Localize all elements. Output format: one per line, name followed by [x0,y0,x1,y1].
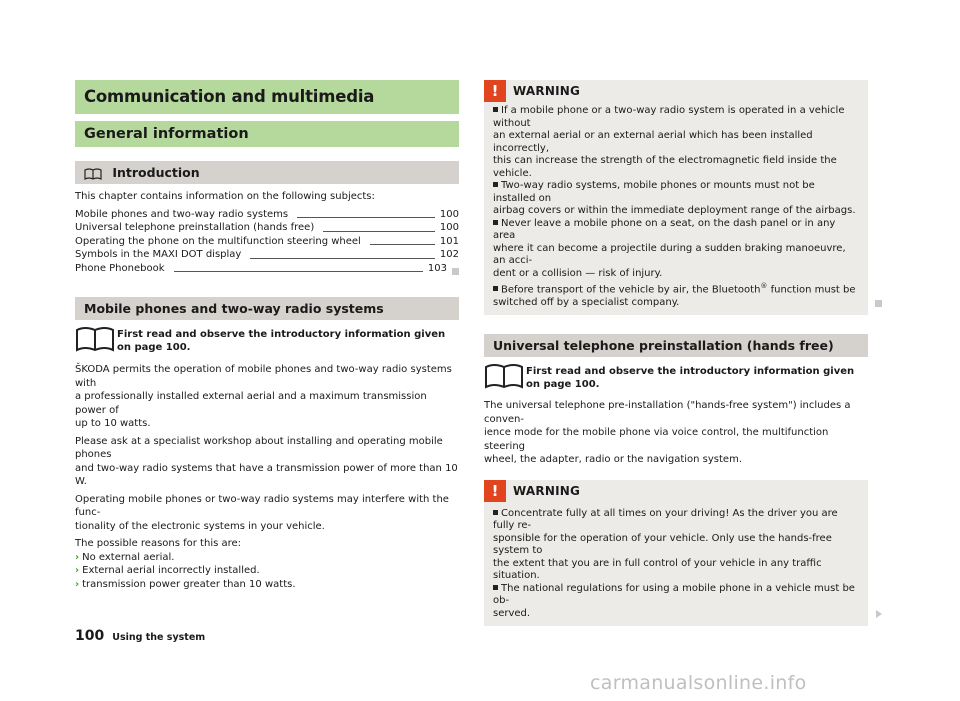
list-item-text: No external aerial. [82,551,175,563]
toc-entry[interactable] [75,208,459,222]
toc-leader [370,244,435,245]
chevron-right-icon: › [75,578,80,590]
section-title: General information [75,121,459,147]
chevron-right-icon: › [75,551,80,563]
bullet-square-icon [493,220,498,225]
paragraph-line: Operating mobile phones or two-way radio systems may interfere with the func- [75,493,449,518]
intro-title: Introduction [112,165,200,180]
toc-leader [297,217,435,218]
warning-box [484,80,868,315]
read-first-text: First read and observe the introductory information given on page 100. [117,329,446,353]
warning-line: The national regulations for using a mobile phone in a vehicle must be ob- [493,582,855,607]
right-column [484,80,868,626]
toc-leader [174,271,423,272]
paragraph-line: The universal telephone pre-installation ("hands-free system") includes a conven- [484,400,851,425]
toc-entry-page: 100 [439,222,459,233]
toc-leader [323,231,435,232]
warning-body [484,502,868,621]
list-item [75,564,459,578]
bullet-square-icon [493,286,498,291]
warning-line: Never leave a mobile phone on a seat, on the dash panel or in any area [493,217,836,241]
warning-icon: ! [484,480,506,502]
list-item-text: transmission power greater than 10 watts. [82,578,296,590]
toc-entry-label: Universal telephone preinstallation (hands free) [75,222,315,233]
bullet-square-icon [493,182,498,187]
watermark: carmanualsonline.info [590,672,807,694]
book-icon [84,168,102,180]
warning-box [484,480,868,627]
warning-body [484,102,868,309]
warning-line: Two-way radio systems, mobile phones or mounts must not be installed on [493,180,815,204]
toc-entry[interactable] [75,262,459,276]
bullet-square-icon [493,510,498,515]
warning-line: sponsible for the operation of your vehicle. Only use the hands-free system to [493,532,832,557]
warning-line: this can increase the strength of the electromagnetic field inside the vehicle. [493,155,837,179]
reasons-intro: The possible reasons for this are: [75,538,242,549]
mobile-title: Mobile phones and two-way radio systems [84,301,384,316]
warning-line: where it can become a projectile during a sudden braking manoeuvre, an acci- [493,242,846,266]
list-item [75,551,459,565]
paragraph-line: tionality of the electronic systems in your vehicle. [75,520,325,532]
intro-text: This chapter contains information on the following subjects: [75,191,375,202]
toc-leader [250,258,435,259]
bullet-square-icon [493,585,498,590]
paragraph-line: up to 10 watts. [75,418,151,429]
warning-line: the extent that you are in full control of your vehicle in any traffic situation. [493,557,822,582]
warning-line: Concentrate fully at all times on your driving! As the driver you are fully re- [493,507,838,532]
list-item [75,578,459,592]
toc-list [75,208,459,276]
warning-line: If a mobile phone or a two-way radio system is operated in a vehicle without [493,105,845,129]
universal-heading [484,334,868,357]
book-icon [75,326,115,352]
toc-entry[interactable] [75,248,459,262]
paragraph-line: ience mode for the mobile phone via voice control, the multifunction steering [484,427,829,452]
list-item-text: External aerial incorrectly installed. [82,565,260,576]
warning-line: dent or a collision — risk of injury. [493,267,663,279]
paragraph-line: and two-way radio systems that have a transmission power of more than 10 W. [75,462,458,487]
mobile-body [75,363,459,591]
warning-line: an external aerial or an external aerial which has been installed incorrectly, [493,130,813,154]
page-footer [75,628,205,644]
warning-line: switched off by a specialist company. [493,296,680,308]
toc-entry-page: 102 [439,249,459,260]
mobile-heading [75,297,459,320]
page-number: 100 [75,628,105,644]
toc-entry-page: 101 [439,235,459,247]
warning-title: WARNING [513,84,581,98]
universal-body [484,399,868,467]
warning-icon: ! [484,80,506,102]
paragraph-line: ŠKODA permits the operation of mobile phones and two-way radio systems with [75,364,452,389]
toc-entry-page: 103 [427,262,447,274]
read-first-text: First read and observe the introductory information given on page 100. [526,366,855,391]
continue-arrow-icon [876,610,882,618]
toc-entry[interactable] [75,221,459,235]
warning-line: Before transport of the vehicle by air, the Bluetooth® function must be [493,280,859,297]
chevron-right-icon: › [75,565,80,576]
section-end-marker [875,300,882,307]
warning-line: served. [493,607,531,619]
bullet-square-icon [493,107,498,112]
paragraph-line: Please ask at a specialist workshop about installing and operating mobile phones [75,435,443,460]
read-first-note [484,363,868,391]
warning-title: WARNING [513,483,581,498]
warning-header [484,80,868,102]
chapter-title: Communication and multimedia [75,80,459,114]
warning-line: airbag covers or within the immediate deployment range of the airbags. [493,205,856,216]
toc-entry-label: Phone Phonebook [75,262,165,274]
toc-entry-label: Operating the phone on the multifunction steering wheel [75,235,361,247]
intro-heading [75,161,459,184]
section-end-marker [452,268,459,275]
footer-section: Using the system [112,632,206,643]
paragraph-line: a professionally installed external aerial and a maximum transmission power of [75,391,427,416]
toc-entry-label: Symbols in the MAXI DOT display [75,249,242,260]
read-first-note [75,326,459,354]
warning-header [484,480,868,502]
paragraph-line: wheel, the adapter, radio or the navigation system. [484,454,743,466]
toc-entry-page: 100 [439,208,459,220]
universal-title: Universal telephone preinstallation (hands free) [493,338,834,354]
toc-entry[interactable] [75,235,459,249]
book-icon [484,363,524,389]
left-column [75,80,459,591]
toc-entry-label: Mobile phones and two-way radio systems [75,208,289,220]
